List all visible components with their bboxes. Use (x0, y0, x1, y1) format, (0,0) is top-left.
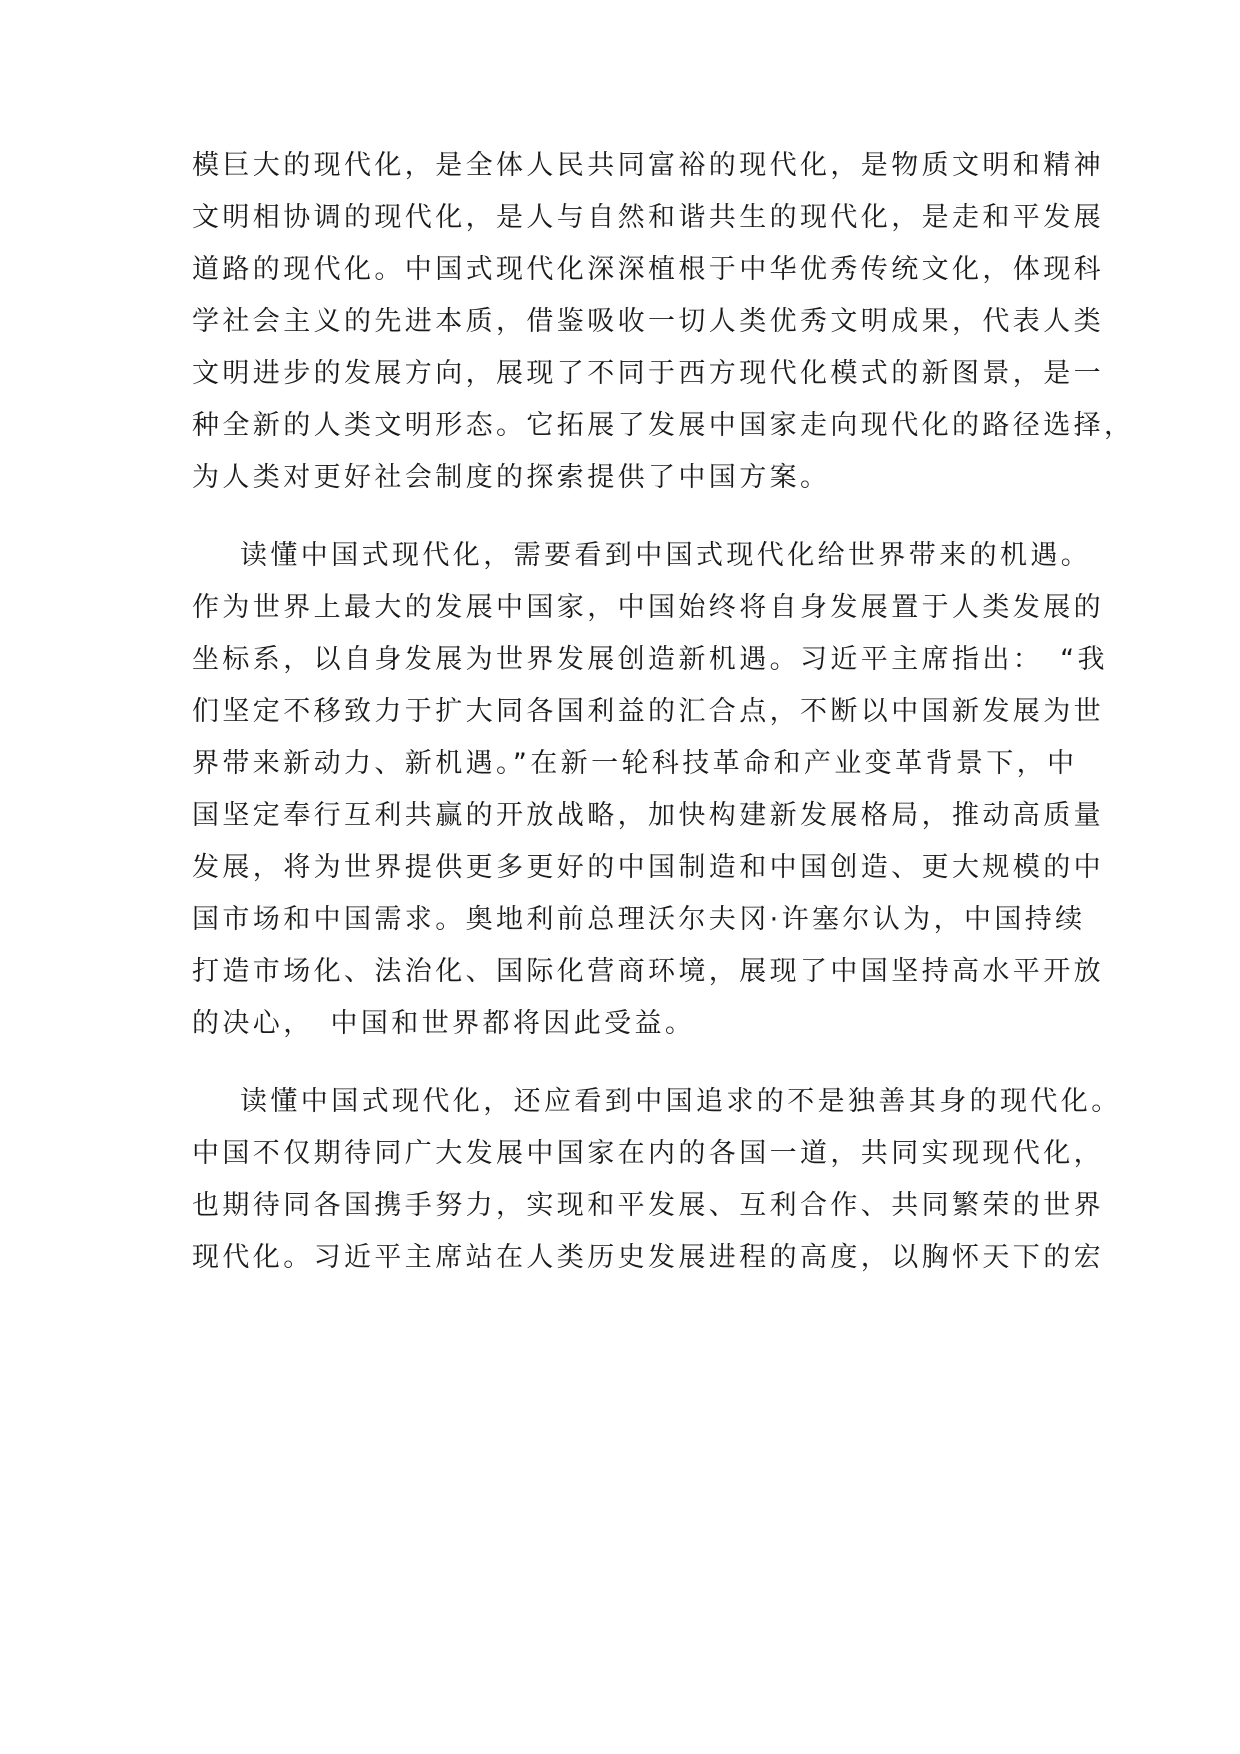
paragraph-2-line-7: 发展，将为世界提供更多更好的中国制造和中国创造、更大规模的中 (192, 852, 1104, 883)
paragraph-1-line-6: 种全新的人类文明形态。它拓展了发展中国家走向现代化的路径选择， (192, 410, 1135, 441)
paragraph-1-line-4: 学社会主义的先进本质，借鉴吸收一切人类优秀文明成果，代表人类 (192, 306, 1104, 337)
paragraph-3-line-3: 也期待同各国携手努力，实现和平发展、互利合作、共同繁荣的世界 (192, 1190, 1104, 1221)
paragraph-2-line-2: 作为世界上最大的发展中国家，中国始终将自身发展置于人类发展的 (192, 592, 1104, 623)
paragraph-1-line-1: 模巨大的现代化，是全体人民共同富裕的现代化，是物质文明和精神 (192, 150, 1104, 181)
paragraph-1-line-7: 为人类对更好社会制度的探索提供了中国方案。 (192, 462, 831, 493)
paragraph-2-line-3: 坐标系，以自身发展为世界发展创造新机遇。习近平主席指出： “我 (192, 644, 1108, 675)
paragraph-1-line-2: 文明相协调的现代化，是人与自然和谐共生的现代化，是走和平发展 (192, 202, 1104, 233)
paragraph-2-line-4: 们坚定不移致力于扩大同各国利益的汇合点，不断以中国新发展为世 (192, 696, 1104, 727)
paragraph-2-line-10: 的决心， 中国和世界都将因此受益。 (192, 1008, 696, 1039)
paragraph-3-line-1: 读懂中国式现代化，还应看到中国追求的不是独善其身的现代化。 (240, 1086, 1122, 1117)
paragraph-2-line-9: 打造市场化、法治化、国际化营商环境，展现了中国坚持高水平开放 (192, 956, 1104, 987)
paragraph-1-line-3: 道路的现代化。中国式现代化深深植根于中华优秀传统文化，体现科 (192, 254, 1104, 285)
paragraph-3-line-4: 现代化。习近平主席站在人类历史发展进程的高度，以胸怀天下的宏 (192, 1242, 1104, 1273)
paragraph-2-line-6: 国坚定奉行互利共赢的开放战略，加快构建新发展格局，推动高质量 (192, 800, 1104, 831)
paragraph-2-line-5: 界带来新动力、新机遇。”在新一轮科技革命和产业变革背景下，中 (192, 748, 1078, 779)
paragraph-2-line-1: 读懂中国式现代化，需要看到中国式现代化给世界带来的机遇。 (240, 540, 1092, 571)
paragraph-1-line-5: 文明进步的发展方向，展现了不同于西方现代化模式的新图景，是一 (192, 358, 1104, 389)
paragraph-3-line-2: 中国不仅期待同广大发展中国家在内的各国一道，共同实现现代化， (192, 1138, 1104, 1169)
paragraph-2-line-8: 国市场和中国需求。奥地利前总理沃尔夫冈·许塞尔认为，中国持续 (192, 904, 1086, 935)
